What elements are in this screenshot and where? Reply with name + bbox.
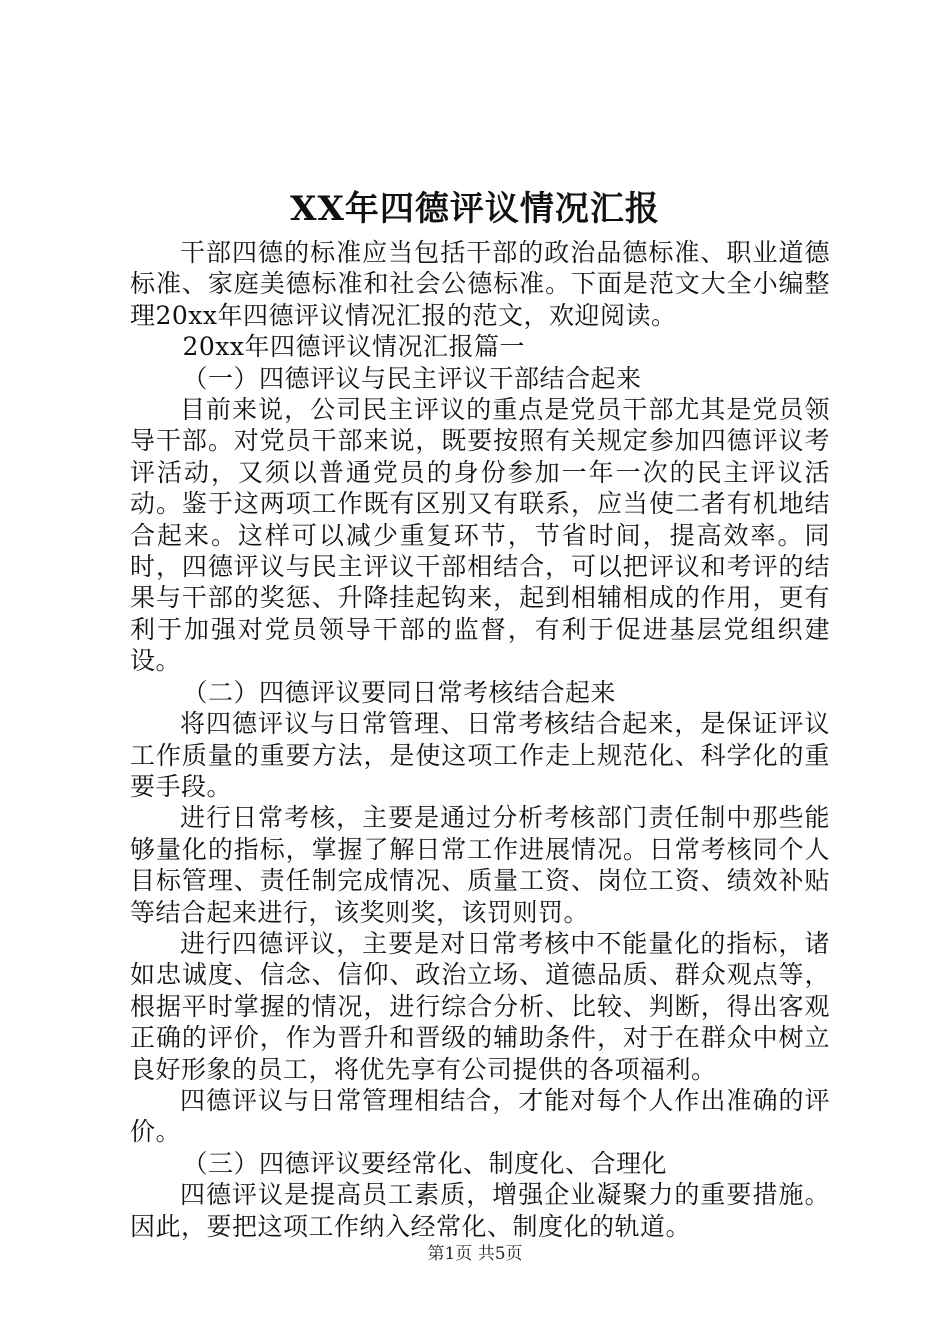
subheading-3: （三）四德评议要经常化、制度化、合理化: [182, 1148, 668, 1178]
subheading-2: （二）四德评议要同日常考核结合起来: [182, 677, 617, 707]
paragraph-1: 目前来说，公司民主评议的重点是党员干部尤其是党员领导干部。对党员干部来说，既要按照有关规定参加四德评议考评活动，又须以普通党员的身份参加一年一次的民主评议活动。鉴于这两项工作既有区别又有联系，应当使二者有机地结合起来。这样可以减少重复环节，节省时间，提高效率。同时，四德评议与民主评议干部相结合，可以把评议和考评的结果与干部的奖惩、升降挂起钩来，起到相辅相成的作用，更有利于加强对党员领导干部的监督，有利于促进基层党组织建设。: [130, 395, 830, 676]
page-footer: 第1页 共5页: [427, 1244, 523, 1264]
paragraph-4: 进行四德评议，主要是对日常考核中不能量化的指标，诸如忠诚度、信念、信仰、政治立场、道德品质、群众观点等，根据平时掌握的情况，进行综合分析、比较、判断，得出客观正确的评价，作为晋升和晋级的辅助条件，对于在群众中树立良好形象的员工，将优先享有公司提供的各项福利。: [130, 928, 830, 1084]
document-body: [130, 237, 830, 1242]
paragraph-3: 进行日常考核，主要是通过分析考核部门责任制中那些能够量化的指标，掌握了解日常工作进展情况。日常考核同个人目标管理、责任制完成情况、质量工资、岗位工资、绩效补贴等结合起来进行，该奖则奖，该罚则罚。: [130, 803, 830, 927]
section-title: 20xx年四德评议情况汇报篇一: [182, 332, 526, 362]
paragraph-5: 四德评议与日常管理相结合，才能对每个人作出准确的评价。: [130, 1085, 830, 1147]
intro-paragraph: 干部四德的标准应当包括干部的政治品德标准、职业道德标准、家庭美德标准和社会公德标准。下面是范文大全小编整理20xx年四德评议情况汇报的范文，欢迎阅读。: [130, 238, 830, 330]
paragraph-2: 将四德评议与日常管理、日常考核结合起来，是保证评议工作质量的重要方法，是使这项工作走上规范化、科学化的重要手段。: [130, 709, 830, 801]
subheading-1: （一）四德评议与民主评议干部结合起来: [182, 363, 642, 393]
paragraph-6: 四德评议是提高员工素质，增强企业凝聚力的重要措施。因此，要把这项工作纳入经常化、制度化的轨道。: [130, 1180, 830, 1241]
document-title: XX年四德评议情况汇报: [290, 189, 660, 229]
